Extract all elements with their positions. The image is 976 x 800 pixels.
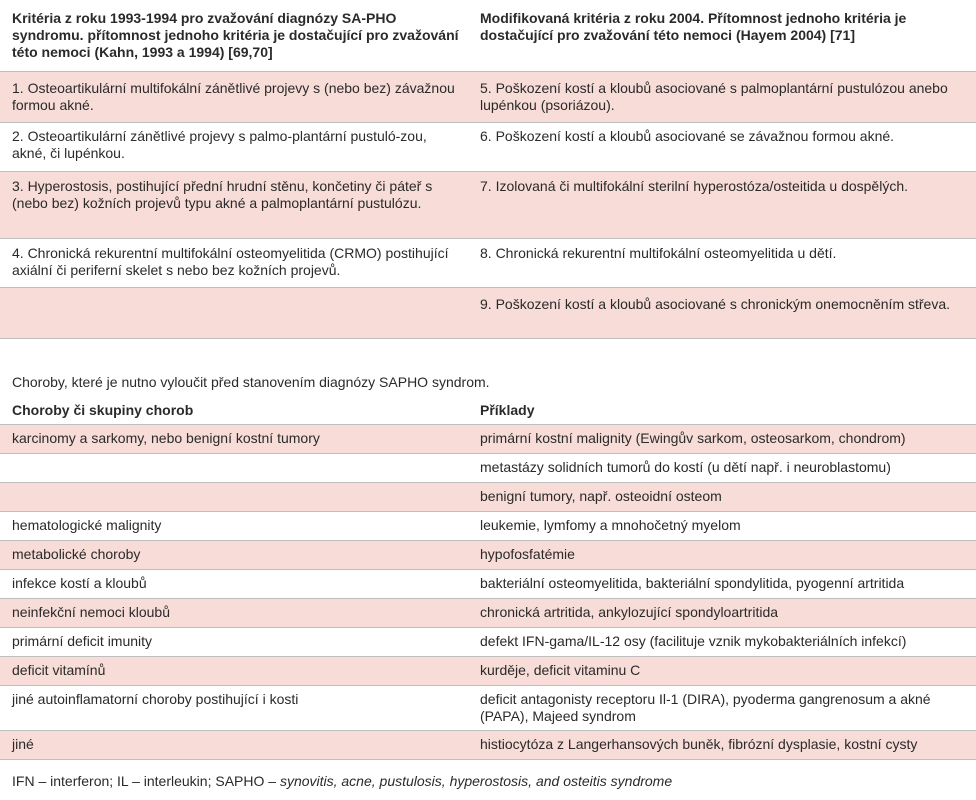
table-row	[0, 239, 976, 287]
example-cell: metastázy solidních tumorů do kostí (u dětí např. i neuroblastomu)	[480, 459, 891, 475]
example-cell: defekt IFN-gama/IL-12 osy (facilituje vznik mykobakteriálních infekcí)	[480, 633, 907, 649]
criteria-header-2004: Modifikovaná kritéria z roku 2004. Přítomnost jednoho kritéria je dostačující pro zvažování této nemoci (Hayem 2004) [71]	[480, 10, 907, 43]
table-row	[0, 483, 976, 511]
example-cell: leukemie, lymfomy a mnohočetný myelom	[480, 517, 741, 533]
example-cell: hypofosfatémie	[480, 546, 575, 562]
table-row	[0, 72, 976, 122]
example-cell: chronická artritida, ankylozující spondyloartritida	[480, 604, 779, 620]
criterion-cell: 5. Poškození kostí a kloubů asociované s palmoplantární pustulózou anebo lupénkou (psoriázou).	[480, 80, 948, 113]
disease-cell: jiné autoinflamatorní choroby postihující i kosti	[12, 691, 299, 707]
table-row	[0, 172, 976, 238]
criterion-cell: 9. Poškození kostí a kloubů asociované s chronickým onemocněním střeva.	[480, 296, 951, 312]
table-row	[0, 425, 976, 453]
divider	[0, 338, 976, 339]
disease-cell: infekce kostí a kloubů	[12, 575, 147, 591]
table-row	[0, 123, 976, 171]
table-row	[0, 628, 976, 656]
table-row	[0, 686, 976, 730]
table-row	[0, 731, 976, 759]
footnote-text: IFN – interferon; IL – interleukin; SAPHO –	[12, 773, 280, 789]
disease-cell: neinfekční nemoci kloubů	[12, 604, 170, 620]
table-row	[0, 570, 976, 598]
example-cell: bakteriální osteomyelitida, bakteriální spondylitida, pyogenní artritida	[480, 575, 905, 591]
divider	[0, 759, 976, 760]
table-row	[0, 541, 976, 569]
criterion-cell: 1. Osteoartikulární multifokální zánětlivé projevy s (nebo bez) závažnou formou akné.	[12, 80, 455, 113]
table-row	[0, 599, 976, 627]
criterion-cell: 6. Poškození kostí a kloubů asociované se závažnou formou akné.	[480, 128, 895, 144]
example-cell: primární kostní malignity (Ewingův sarkom, osteosarkom, chondrom)	[480, 430, 906, 446]
disease-cell: primární deficit imunity	[12, 633, 153, 649]
example-cell: deficit antagonisty receptoru Il-1 (DIRA), pyoderma gangrenosum a akné (PAPA), Majeed syndrom	[480, 691, 931, 724]
criterion-cell: 7. Izolovaná či multifokální sterilní hyperostóza/osteitida u dospělých.	[480, 178, 909, 194]
table-row	[0, 512, 976, 540]
table-row	[0, 657, 976, 685]
example-cell: kurděje, deficit vitaminu C	[480, 662, 641, 678]
criteria-header-1993: Kritéria z roku 1993-1994 pro zvažování diagnózy SA-PHO syndromu. přítomnost jednoho kritéria je dostačující pro zvažování této nemoci (Kahn, 1993 a 1994) [69,70]	[12, 10, 459, 60]
footnote-italic-text: synovitis, acne, pustulosis, hyperostosis, and osteitis syndrome	[279, 773, 673, 789]
disease-cell: karcinomy a sarkomy, nebo benigní kostní tumory	[12, 430, 320, 446]
abbreviations-footnote	[12, 773, 672, 790]
disease-cell: deficit vitamínů	[12, 662, 106, 678]
examples-header: Příklady	[480, 402, 535, 418]
disease-cell: hematologické malignity	[12, 517, 162, 533]
example-cell: histiocytóza z Langerhansových buněk, fibrózní dysplasie, kostní cysty	[480, 736, 918, 752]
table-row	[0, 288, 976, 338]
criterion-cell: 4. Chronická rekurentní multifokální osteomyelitida (CRMO) postihující axiální či periferní skelet s nebo bez kožních projevů.	[12, 245, 449, 278]
table-row	[0, 454, 976, 482]
disease-cell: jiné	[12, 736, 34, 752]
diseases-header: Choroby či skupiny chorob	[12, 402, 194, 418]
criterion-cell: 3. Hyperostosis, postihující přední hrudní stěnu, končetiny či páteř s (nebo bez) kožních projevů typu akné a palmoplantární pustulózu.	[12, 178, 433, 211]
disease-cell: metabolické choroby	[12, 546, 141, 562]
criterion-cell: 2. Osteoartikulární zánětlivé projevy s palmo-plantární pustuló-zou, akné, či lupénkou.	[12, 128, 427, 161]
criterion-cell: 8. Chronická rekurentní multifokální osteomyelitida u dětí.	[480, 245, 837, 261]
example-cell: benigní tumory, např. osteoidní osteom	[480, 488, 722, 504]
exclusion-note: Choroby, které je nutno vyloučit před stanovením diagnózy SAPHO syndrom.	[12, 374, 490, 390]
